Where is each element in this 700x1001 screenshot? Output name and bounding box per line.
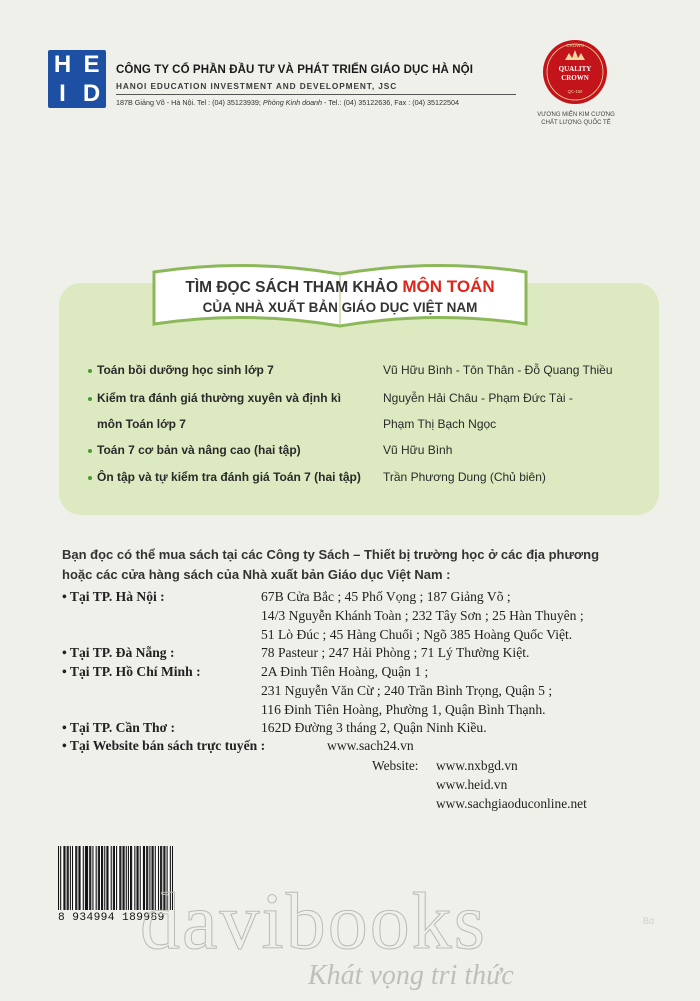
book-title: Ôn tập và tự kiểm tra đánh giá Toán 7 (hai tập) [97, 470, 361, 484]
book-title-cont: môn Toán lớp 7 [97, 417, 186, 431]
book-item [88, 470, 361, 484]
address-main: 187B Giảng Võ - Hà Nội. Tel : (04) 35123939; [116, 98, 263, 107]
barcode-bar [126, 846, 127, 910]
store-address: 51 Lò Đúc ; 45 Hàng Chuối ; Ngõ 385 Hoàng Quốc Việt. [261, 627, 573, 642]
website-label: Website: [372, 758, 419, 773]
header-divider [116, 94, 516, 95]
barcode-bar [67, 846, 68, 910]
address-phones: - Tel.: (04) 35122636, Fax : (04) 35122504 [322, 98, 459, 107]
address-sales: Phòng Kinh doanh [262, 98, 323, 107]
online-store-url[interactable]: www.sach24.vn [327, 738, 414, 753]
barcode-bar [86, 846, 87, 910]
bullet-icon [88, 476, 92, 480]
barcode-bar [122, 846, 123, 910]
store-address: 116 Đinh Tiên Hoàng, Phường 1, Quận Bình Thạnh. [261, 702, 546, 717]
store-label-danang: • Tại TP. Đà Nẵng : [62, 645, 175, 660]
barcode-bar [80, 846, 81, 910]
company-address [116, 98, 459, 107]
barcode-bar [102, 846, 103, 910]
barcode-bar [136, 846, 137, 910]
barcode-bar [138, 846, 139, 910]
book-author: Vũ Hữu Bình - Tôn Thân - Đỗ Quang Thiều [383, 363, 613, 377]
book-author-cont: Phạm Thị Bạch Ngọc [383, 417, 497, 431]
logo-letter-e: E [83, 51, 100, 78]
barcode-bar [130, 846, 131, 910]
book-item [88, 443, 301, 457]
crown-name-text: CROWN [561, 74, 589, 82]
heid-logo [48, 50, 106, 108]
crown-top-text: CROWN [566, 43, 584, 48]
book-title: Kiểm tra đánh giá thường xuyên và định kì [97, 391, 341, 405]
barcode-bar [83, 846, 84, 910]
panel-title-highlight: MÔN TOÁN [402, 277, 495, 296]
quality-crown-badge [541, 38, 609, 106]
website-link[interactable]: www.nxbgd.vn [436, 758, 518, 773]
logo-letter-d: D [82, 80, 101, 107]
company-name-vi: CÔNG TY CỔ PHẦN ĐẦU TƯ VÀ PHÁT TRIỂN GIÁO DỤC HÀ NỘI [116, 64, 473, 76]
website-link[interactable]: www.sachgiaoduconline.net [436, 796, 587, 811]
panel-subtitle: CỦA NHÀ XUẤT BẢN GIÁO DỤC VIỆT NAM [202, 300, 478, 315]
barcode-bar [119, 846, 120, 910]
barcode-bar [131, 846, 132, 910]
barcode-bar [101, 846, 102, 910]
store-address: 67B Cửa Bắc ; 45 Phố Vọng ; 187 Giảng Võ ; [261, 589, 511, 604]
barcode-bar [64, 846, 65, 910]
barcode-bar [104, 846, 105, 910]
barcode-bar [76, 846, 77, 910]
store-label-hanoi: • Tại TP. Hà Nội : [62, 589, 165, 604]
watermark-slogan: Khát vọng tri thức [308, 960, 514, 991]
crown-caption-line1: VƯƠNG MIỆN KIM CƯƠNG [537, 112, 615, 118]
barcode-bar [63, 846, 64, 910]
barcode-bar [106, 846, 107, 910]
open-book-icon [150, 258, 530, 338]
barcode-bar [78, 846, 79, 910]
company-name-en: HANOI EDUCATION INVESTMENT AND DEVELOPMENT, JSC [116, 81, 398, 91]
barcode-bar [99, 846, 100, 910]
barcode-bar [124, 846, 125, 910]
book-author: Nguyễn Hải Châu - Phạm Đức Tài - [383, 391, 573, 405]
stores-intro-cont: hoặc các cửa hàng sách của Nhà xuất bản Giáo dục Việt Nam : [62, 567, 451, 582]
crown-code-text: QC-150 [567, 89, 583, 94]
barcode-bar [128, 846, 129, 910]
barcode-bar [96, 846, 97, 910]
barcode-bar [134, 846, 135, 910]
store-address: 14/3 Nguyễn Khánh Toàn ; 232 Tây Sơn ; 25 Hàn Thuyên ; [261, 608, 584, 623]
barcode-bar [87, 846, 88, 910]
logo-letter-h: H [53, 51, 72, 78]
barcode-bar [60, 846, 61, 910]
faint-mark: Bd [643, 916, 655, 926]
crown-caption [520, 111, 632, 127]
barcode-bar [70, 846, 71, 910]
bullet-icon [88, 449, 92, 453]
barcode-bar [113, 846, 114, 910]
barcode-bar [111, 846, 112, 910]
book-title: Toán bồi dưỡng học sinh lớp 7 [97, 363, 274, 377]
book-author: Trần Phương Dung (Chủ biên) [383, 470, 546, 484]
barcode-bar [89, 846, 90, 910]
store-address: 78 Pasteur ; 247 Hải Phòng ; 71 Lý Thường Kiệt. [261, 645, 530, 660]
book-item [88, 391, 341, 405]
barcode-bar [107, 846, 108, 910]
barcode-bar [98, 846, 99, 910]
watermark-brand: davibooks [140, 878, 487, 966]
panel-title [150, 277, 530, 297]
logo-letter-i: I [59, 80, 66, 107]
bullet-icon [88, 397, 92, 401]
barcode-bar [58, 846, 59, 910]
barcode-bar [68, 846, 69, 910]
store-label-cantho: • Tại TP. Cần Thơ : [62, 720, 176, 735]
book-author: Vũ Hữu Bình [383, 443, 453, 457]
crown-caption-line2: CHẤT LƯỢNG QUỐC TẾ [541, 120, 611, 126]
store-address: 162D Đường 3 tháng 2, Quận Ninh Kiều. [261, 720, 487, 735]
barcode-bar [72, 846, 73, 910]
barcode-bar [75, 846, 76, 910]
crown-quality-text: QUALITY [558, 65, 592, 73]
barcode-bar [120, 846, 121, 910]
barcode-bar [116, 846, 117, 910]
barcode-bar [85, 846, 86, 910]
stores-intro: Bạn đọc có thể mua sách tại các Công ty Sách – Thiết bị trường học ở các địa phương [62, 547, 600, 562]
barcode-bar [92, 846, 93, 910]
store-label-hcm: • Tại TP. Hồ Chí Minh : [62, 664, 201, 679]
store-label-online: • Tại Website bán sách trực tuyến : [62, 738, 266, 753]
book-item [88, 363, 274, 377]
store-address: 2A Đinh Tiên Hoàng, Quận 1 ; [261, 664, 429, 679]
book-title: Toán 7 cơ bản và nâng cao (hai tập) [97, 443, 301, 457]
panel-title-prefix: TÌM ĐỌC SÁCH THAM KHẢO [185, 279, 403, 296]
store-address: 231 Nguyễn Văn Cừ ; 240 Trần Bình Trọng, Quận 5 ; [261, 683, 553, 698]
barcode-number: 8 934994 189989 [58, 912, 165, 924]
website-link[interactable]: www.heid.vn [436, 777, 508, 792]
bullet-icon [88, 369, 92, 373]
barcode-bar [114, 846, 115, 910]
barcode-bar [90, 846, 91, 910]
